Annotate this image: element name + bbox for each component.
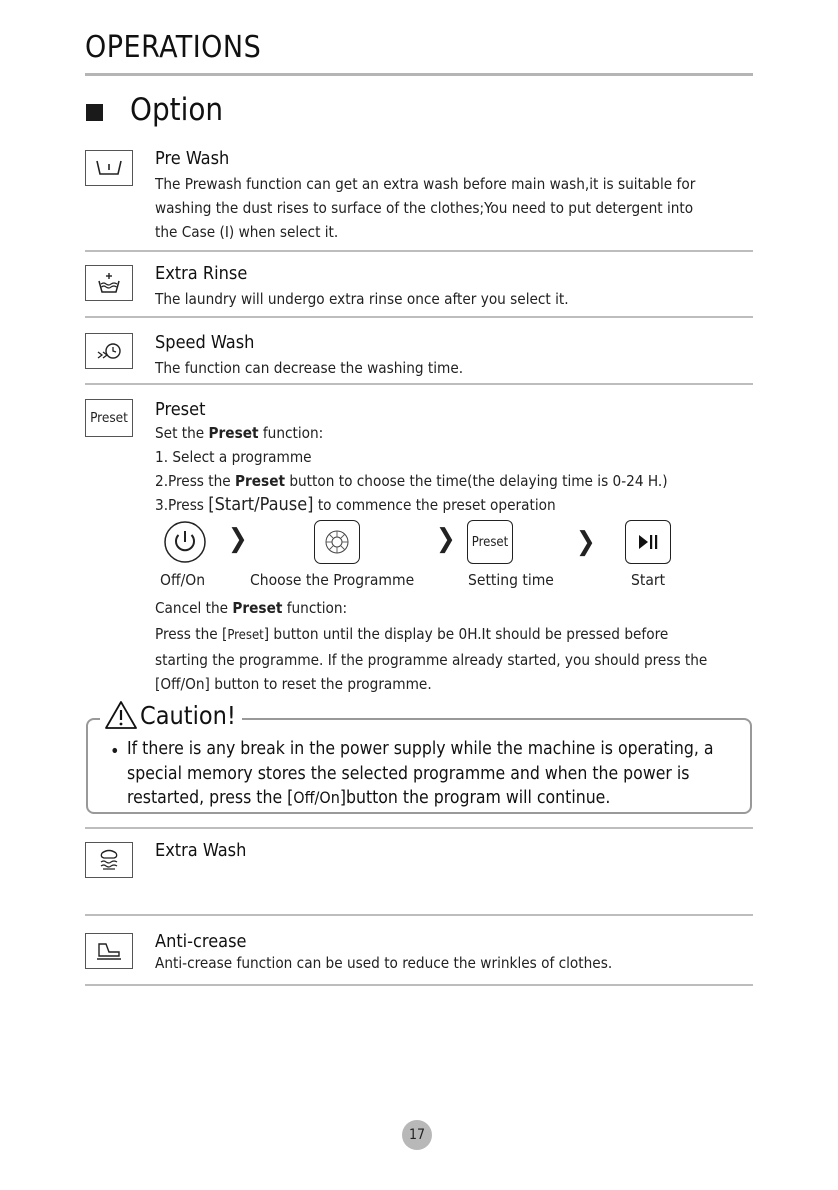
caution-text: If there is any break in the power supply while the machine is operating, a special memory stores the selected programme and when the power is restarted, press the [Off/On]button the program will continue. — [127, 739, 714, 808]
divider — [85, 827, 753, 829]
divider — [85, 250, 753, 252]
preset-step-2: 2.Press the Preset button to choose the time(the delaying time is 0-24 H.) — [155, 472, 668, 490]
preset-cancel-description: Press the [Preset] button until the display be 0H.It should be pressed before starting the programme. If the programme already started, you should press the [Off/On] button to reset the programme. — [155, 625, 708, 693]
power-button-icon — [163, 520, 207, 568]
iron-icon — [85, 933, 133, 969]
page-title: OPERATIONS — [85, 30, 262, 65]
flow-label-setting: Setting time — [468, 571, 554, 589]
preset-step-1: 1. Select a programme — [155, 448, 312, 466]
divider — [85, 914, 753, 916]
speed-wash-title: Speed Wash — [155, 332, 255, 353]
extra-rinse-title: Extra Rinse — [155, 263, 248, 284]
chevron-right-icon: ❯ — [436, 524, 456, 554]
chevron-right-icon: ❯ — [576, 527, 596, 557]
page-number: 17 — [402, 1120, 432, 1150]
preset-step-3: 3.Press [Start/Pause] to commence the preset operation — [155, 494, 556, 515]
flow-label-choose: Choose the Programme — [250, 571, 415, 589]
preset-icon: Preset — [85, 399, 133, 437]
preset-title: Preset — [155, 399, 206, 420]
flow-label-off-on: Off/On — [160, 571, 206, 589]
anti-crease-title: Anti-crease — [155, 931, 247, 952]
speed-wash-icon — [85, 333, 133, 369]
section-heading: Option — [130, 92, 224, 128]
extra-wash-icon — [85, 842, 133, 878]
speed-wash-description: The function can decrease the washing time. — [155, 359, 464, 377]
caution-heading: Caution! — [100, 700, 242, 730]
prewash-icon — [85, 150, 133, 186]
preset-intro: Set the Preset function: — [155, 424, 324, 442]
extra-rinse-description: The laundry will undergo extra rinse once after you select it. — [155, 290, 569, 308]
divider — [85, 984, 753, 986]
preset-button-icon: Preset — [467, 520, 513, 564]
title-underline — [85, 73, 753, 76]
anti-crease-description: Anti-crease function can be used to reduce the wrinkles of clothes. — [155, 954, 613, 972]
prewash-title: Pre Wash — [155, 148, 230, 169]
flow-label-start: Start — [631, 571, 666, 589]
extra-wash-title: Extra Wash — [155, 840, 247, 861]
chevron-right-icon: ❯ — [228, 524, 248, 554]
section-bullet-square — [86, 104, 103, 121]
warning-triangle-icon — [104, 700, 138, 730]
divider — [85, 316, 753, 318]
divider — [85, 383, 753, 385]
prewash-description: The Prewash function can get an extra wash before main wash,it is suitable for washing the dust rises to surface of the clothes;You need to put detergent into the Case (I) when select it. — [155, 175, 696, 241]
extra-rinse-icon — [85, 265, 133, 301]
programme-dial-icon — [314, 520, 360, 564]
caution-bullet: • — [110, 741, 120, 762]
start-pause-icon — [625, 520, 671, 564]
preset-cancel-heading: Cancel the Preset function: — [155, 599, 348, 617]
